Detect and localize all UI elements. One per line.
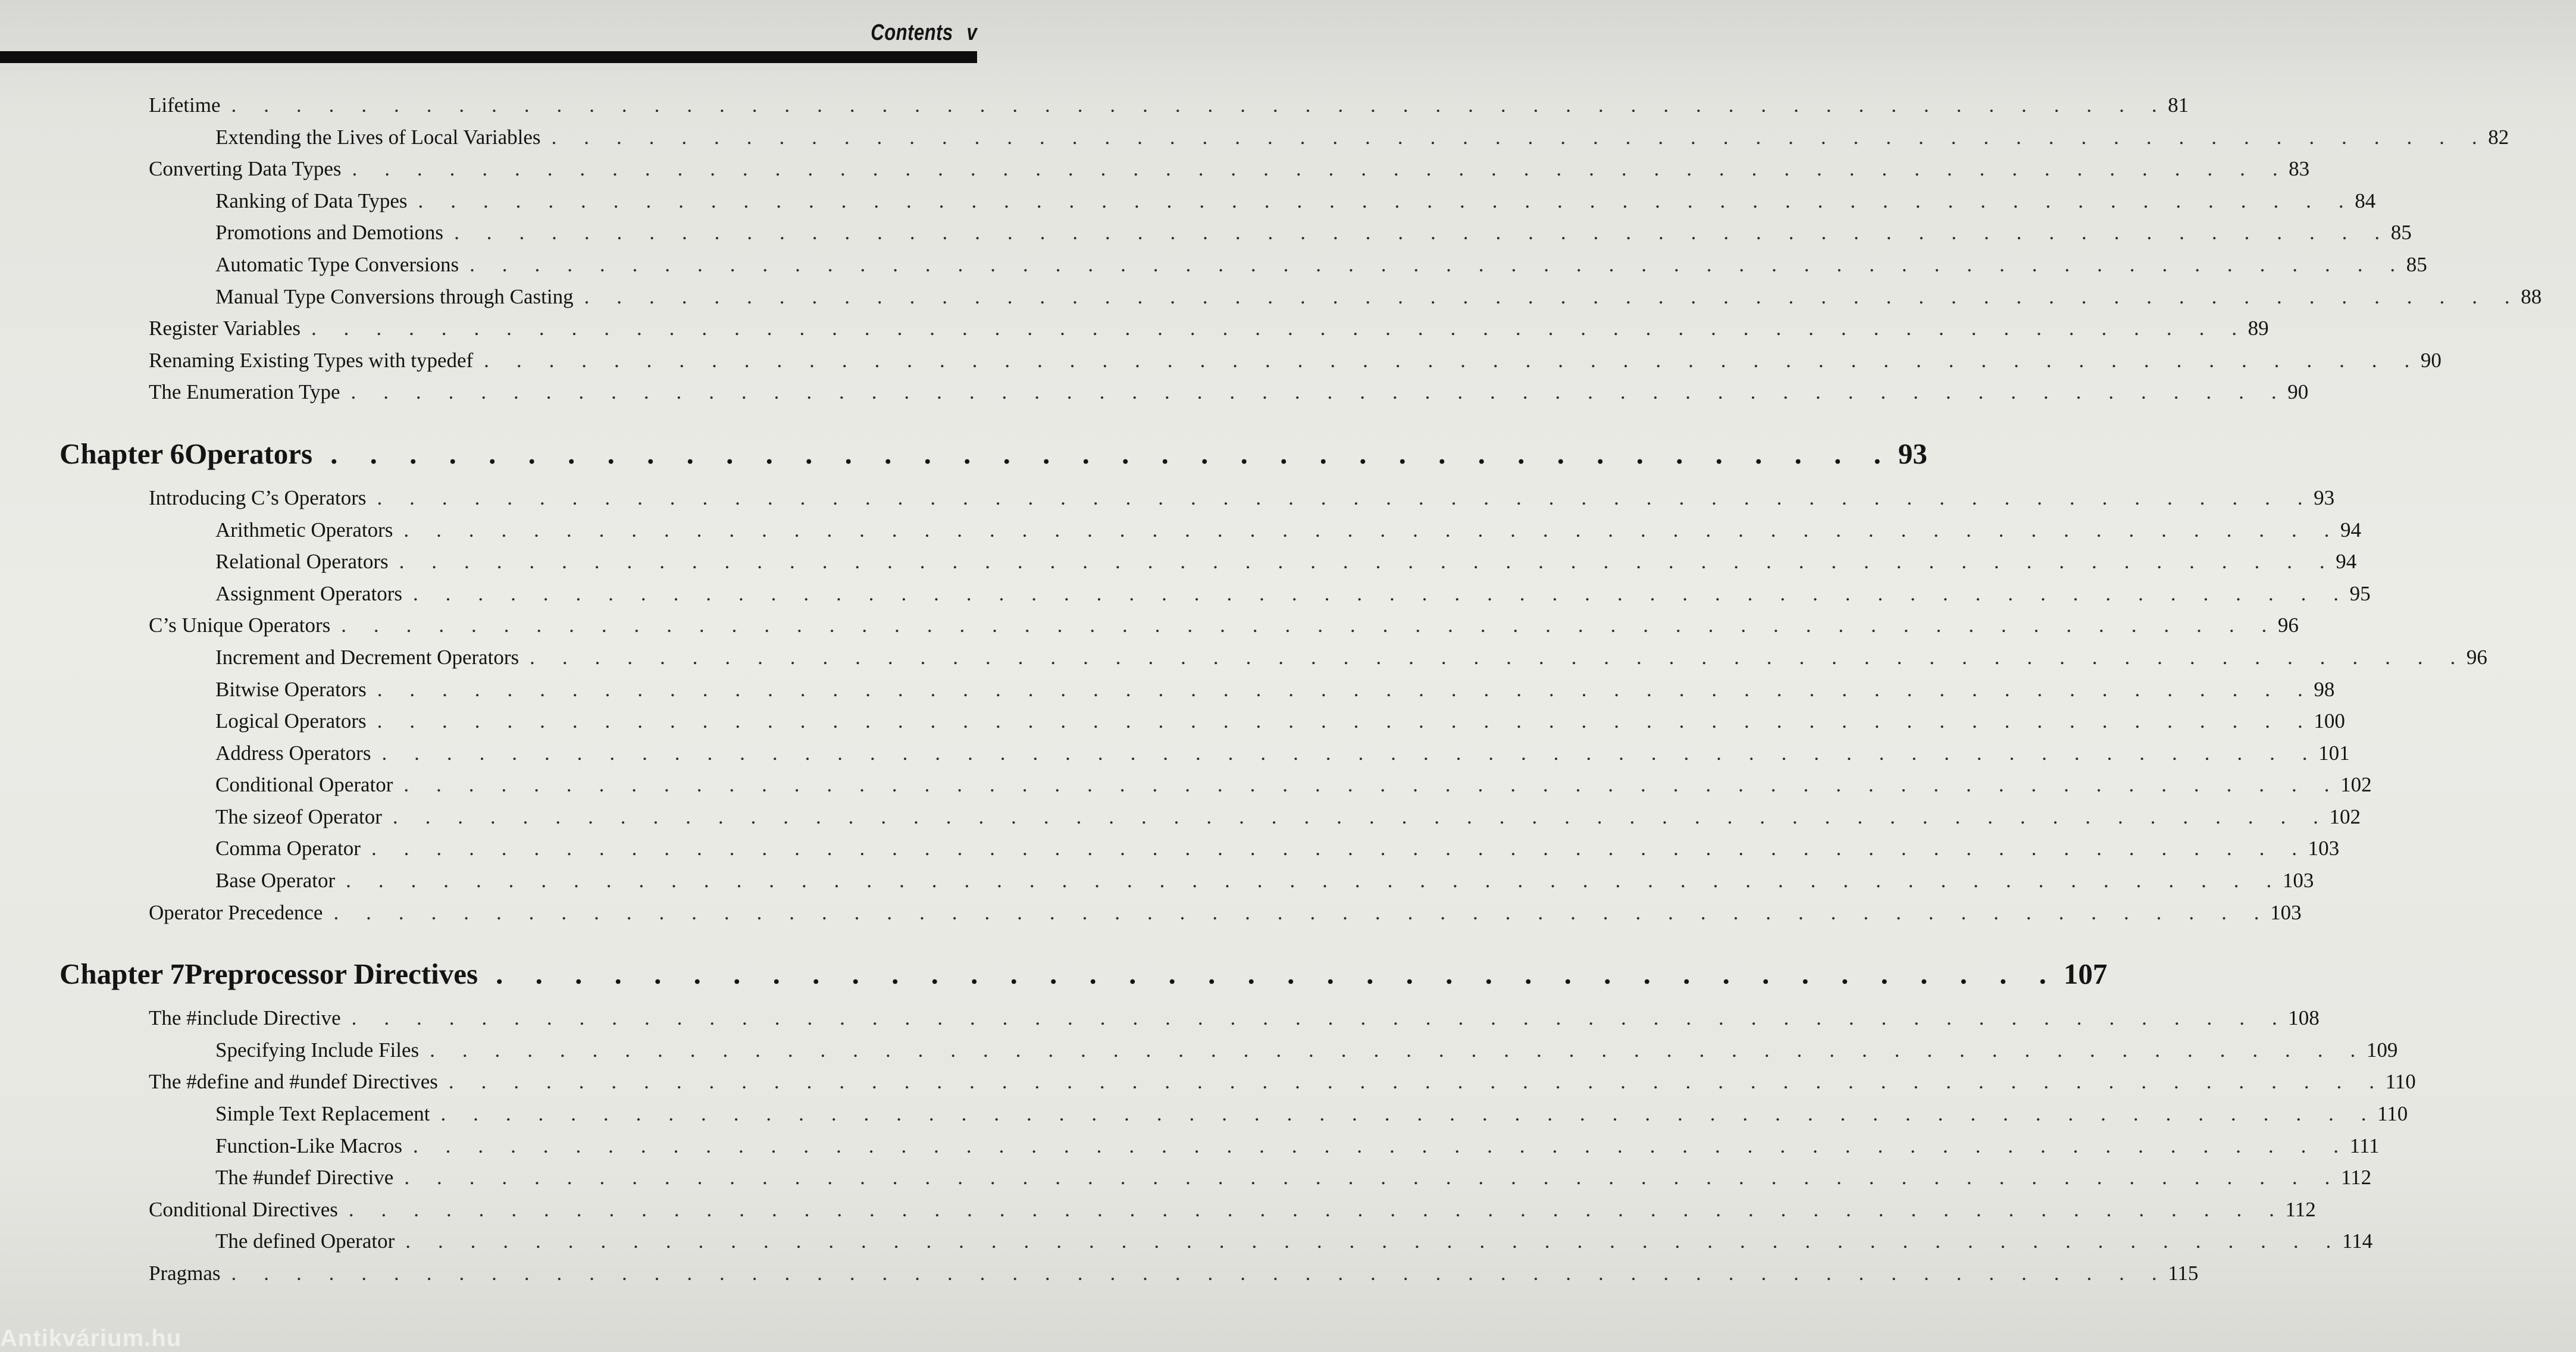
- toc-entry: [60, 185, 2376, 217]
- toc-entry-title: Arithmetic Operators: [215, 518, 393, 542]
- toc-entry: [60, 1257, 2199, 1290]
- toc-entry-title: Automatic Type Conversions: [215, 252, 459, 276]
- toc-entry: [60, 1002, 2320, 1034]
- dot-leader: . . . . . . . . . . . . . . . . . . . . . . . . . . . . . . . . . . . . . . . . . . . . . . . . . . . . . . . . . . . .: [530, 645, 2467, 669]
- dot-leader: . . . . . . . . . . . . . . . . . . . . . . . . . . . . . . . . . . . . . . . . . . . . . . . . . . . . . . . . . . . .: [346, 869, 2283, 893]
- toc-entry: [60, 1162, 2372, 1194]
- toc-entry: [60, 1034, 2398, 1066]
- chapter-page-number: 107: [2063, 957, 2108, 991]
- toc-entry-page-number: 85: [2390, 221, 2412, 245]
- dot-leader: . . . . . . . . . . . . . . . . . . . . . . . . . . . . . . . . . . . . . . . . . . . . . . . . . . . . . . . . . . . .: [484, 348, 2421, 372]
- chapter-title: Operators: [184, 437, 313, 470]
- dot-leader: . . . . . . . . . . . . . . . . . . . . . . . . . . . . . . . . . . . . . . . . . . . . . . . . . . . . . . . . . . . .: [351, 1006, 2289, 1030]
- toc-entry-title: Renaming Existing Types with typedef: [149, 348, 474, 372]
- dot-leader: . . . . . . . . . . . . . . . . . . . . . . . . . . . . . . . . . . . . . . . . . . . . . . . . . . . . . . . . . . . .: [341, 614, 2278, 637]
- toc-entry-title: Relational Operators: [215, 550, 389, 574]
- toc-entry: [60, 345, 2442, 377]
- toc-entry-page-number: 112: [2340, 1166, 2372, 1190]
- dot-leader: . . . . . . . . . . . . . . . . . . . . . . . . . . . . . . . . . . . . . . . . . . . . . . . . . . . . . . . . . . . .: [348, 1197, 2286, 1221]
- dot-leader: . . . . . . . . . . . . . . . . . . . . . . . . . . . . . . . . . . . . . . . . . . . . . . . . . . . . . . . . . . . .: [412, 1134, 2350, 1157]
- toc-entry-page-number: 108: [2288, 1006, 2320, 1030]
- toc-entry-title: Lifetime: [149, 93, 221, 117]
- toc-entry: [60, 1225, 2373, 1257]
- toc-entry-page-number: 115: [2168, 1262, 2199, 1285]
- toc-entry-page-number: 85: [2406, 252, 2427, 276]
- dot-leader: . . . . . . . . . . . . . . . . . . . . . . . . . . . . . . . . . . . . . . . . . . . . . . . . . . . . . . . . . . . .: [469, 252, 2406, 276]
- toc-entry-page-number: 96: [2466, 645, 2487, 669]
- toc-entry-page-number: 90: [2420, 348, 2442, 372]
- dot-leader: . . . . . . . . . . . . . . . . . . . . . . . . . . . . . . . . . . . . . . . . . . . . . . . . . . . . . . . . . . . .: [350, 380, 2288, 404]
- dot-leader: . . . . . . . . . . . . . . . . . . . . . . . . . . . . . . . . . . . . . . . . . . . . . . . . . . . . . . . . . . . .: [412, 581, 2350, 605]
- toc-entry-title: The #undef Directive: [215, 1166, 394, 1190]
- toc-entry-page-number: 89: [2248, 317, 2269, 340]
- toc-entry: [60, 737, 2350, 769]
- dot-leader: . . . . . . . . . . . . . . . . . . . . . . . . . . . . . . . . . . . . . . . . . . . . . . . . . . . . . . . . . . . .: [231, 93, 2168, 117]
- toc-entry-page-number: 112: [2285, 1197, 2316, 1221]
- dot-leader: . . . . . . . . . . . . . . . . . . . . . . . . . . . . . . . . . . . . . . . . . . . . . . . . . . . . . . . . . . . .: [551, 125, 2489, 149]
- toc-entry: [60, 546, 2357, 578]
- toc-entry-title: Ranking of Data Types: [215, 189, 408, 212]
- dot-leader: . . . . . . . . . . . . . . . . . . . . . . . . . . . . . . . . . . . . . . . . . . . . . . . . . . . . . . . . . . . .: [333, 900, 2271, 924]
- toc-entry: [60, 249, 2427, 281]
- toc-entry-title: Promotions and Demotions: [215, 221, 444, 245]
- toc-entry-title: Simple Text Replacement: [215, 1102, 430, 1126]
- dot-leader: . . . . . . . . . . . . . . . . . . . . . . . . . . . . . . . . . . . . . . . . . . . . . . . . . . . . . . . . . . . .: [405, 1229, 2342, 1253]
- running-head: [871, 20, 977, 46]
- toc-entry: [60, 897, 2302, 929]
- header-rule: [0, 51, 977, 63]
- dot-leader: . . . . . . . . . . . . . . . . . . . . . . . . . . . . . . . . . . . . . . . . . . . . . . . . . . . . . . . . . . . .: [392, 805, 2330, 828]
- dot-leader: . . . . . . . . . . . . . . . . . . . . . . . . . . . . . . . . . . . . . . . . . . . . . . . . . . . . . . . . . . . .: [403, 518, 2341, 542]
- toc-entry-page-number: 103: [2308, 837, 2340, 860]
- toc-entry: [60, 641, 2487, 674]
- dot-leader: . . . . . . . . . . . . . . . . . . . . . . . . . . . . . . . . . . . . . . . .: [496, 957, 2059, 991]
- watermark-text: Antikvárium.hu: [0, 1325, 182, 1351]
- toc-entry-title: Base Operator: [215, 869, 336, 893]
- chapter-7-heading: [60, 950, 2108, 999]
- toc-entry-title: Address Operators: [215, 741, 371, 765]
- toc-entry-page-number: 111: [2349, 1134, 2380, 1157]
- dot-leader: . . . . . . . . . . . . . . . . . . . . . . . . . . . . . . . . . . . . . . . . . . . . . . . . . . . . . . . . . . . .: [381, 741, 2319, 765]
- running-head-page-number: v: [966, 20, 977, 45]
- dot-leader: . . . . . . . . . . . . . . . . . . . . . . . . . . . . . . . . . . . . . . . . . . . . . . . . . . . . . . . . . . . .: [371, 837, 2308, 860]
- dot-leader: . . . . . . . . . . . . . . . . . . . . . . . . . . . . . . . . . . . . . . . .: [330, 437, 1893, 470]
- toc-entry-page-number: 100: [2314, 709, 2345, 733]
- toc-entry-title: Function-Like Macros: [215, 1134, 402, 1157]
- toc-entry-page-number: 103: [2282, 869, 2314, 893]
- toc-entry: [60, 514, 2362, 546]
- toc-entry-page-number: 84: [2355, 189, 2376, 212]
- running-head-title: Contents: [870, 20, 953, 45]
- toc-entry-title: Bitwise Operators: [215, 677, 367, 701]
- toc-entry-page-number: 109: [2366, 1038, 2398, 1062]
- dot-leader: . . . . . . . . . . . . . . . . . . . . . . . . . . . . . . . . . . . . . . . . . . . . . . . . . . . . . . . . . . . .: [440, 1102, 2378, 1126]
- dot-leader: . . . . . . . . . . . . . . . . . . . . . . . . . . . . . . . . . . . . . . . . . . . . . . . . . . . . . . . . . . . .: [399, 550, 2336, 574]
- toc-entry-page-number: 81: [2168, 93, 2189, 117]
- toc-entry: [60, 1098, 2408, 1130]
- toc-entry-title: Specifying Include Files: [215, 1038, 420, 1062]
- toc-entry: [60, 865, 2314, 897]
- toc-entry-title: Manual Type Conversions through Casting: [215, 284, 574, 308]
- toc-entry-title: Conditional Operator: [215, 773, 393, 797]
- dot-leader: . . . . . . . . . . . . . . . . . . . . . . . . . . . . . . . . . . . . . . . . . . . . . . . . . . . . . . . . . . . .: [454, 221, 2391, 245]
- toc-entry: [60, 482, 2335, 514]
- dot-leader: . . . . . . . . . . . . . . . . . . . . . . . . . . . . . . . . . . . . . . . . . . . . . . . . . . . . . . . . . . . .: [377, 486, 2314, 509]
- toc-entry-title: Logical Operators: [215, 709, 367, 733]
- toc-entry-title: Pragmas: [149, 1262, 221, 1285]
- toc-entry-title: Assignment Operators: [215, 581, 402, 605]
- toc-entry-title: Register Variables: [149, 317, 301, 340]
- toc-entry-page-number: 114: [2342, 1229, 2373, 1253]
- toc-entry-page-number: 102: [2329, 805, 2361, 828]
- toc-entry: [60, 1130, 2380, 1162]
- toc-entry-title: The #include Directive: [149, 1006, 341, 1030]
- dot-leader: . . . . . . . . . . . . . . . . . . . . . . . . . . . . . . . . . . . . . . . . . . . . . . . . . . . . . . . . . . . .: [231, 1262, 2168, 1285]
- toc-entry: [60, 376, 2309, 408]
- toc-entry-page-number: 90: [2287, 380, 2309, 404]
- toc-entry-title: Introducing C’s Operators: [149, 486, 367, 509]
- toc-entry-page-number: 93: [2314, 486, 2335, 509]
- toc-entry: [60, 833, 2340, 865]
- toc-pre-section: [60, 89, 2542, 408]
- toc-entry-page-number: 110: [2385, 1070, 2416, 1094]
- dot-leader: . . . . . . . . . . . . . . . . . . . . . . . . . . . . . . . . . . . . . . . . . . . . . . . . . . . . . . . . . . . .: [404, 1166, 2341, 1190]
- toc-entry-page-number: 110: [2377, 1102, 2408, 1126]
- toc-entry: [60, 217, 2412, 249]
- toc-entry: [60, 281, 2542, 313]
- table-of-contents: [60, 89, 2542, 1290]
- chapter-label: Chapter 7: [60, 957, 185, 991]
- toc-entry-page-number: 82: [2488, 125, 2509, 149]
- toc-entry-page-number: 83: [2289, 157, 2310, 181]
- toc-entry-title: Extending the Lives of Local Variables: [215, 125, 541, 149]
- toc-entry: [60, 674, 2335, 706]
- dot-leader: . . . . . . . . . . . . . . . . . . . . . . . . . . . . . . . . . . . . . . . . . . . . . . . . . . . . . . . . . . . .: [418, 189, 2355, 212]
- toc-entry: [60, 121, 2509, 154]
- dot-leader: . . . . . . . . . . . . . . . . . . . . . . . . . . . . . . . . . . . . . . . . . . . . . . . . . . . . . . . . . . . .: [430, 1038, 2367, 1062]
- toc-entry-title: Comma Operator: [215, 837, 361, 860]
- chapter-page-number: 93: [1898, 437, 1927, 470]
- toc-entry-title: The #define and #undef Directives: [149, 1070, 438, 1094]
- toc-entry: [60, 609, 2299, 641]
- toc-entry-title: Operator Precedence: [149, 900, 323, 924]
- chapter-6-entries: [60, 482, 2487, 928]
- toc-entry: [60, 1194, 2316, 1226]
- toc-entry-title: The sizeof Operator: [215, 805, 382, 828]
- toc-entry-page-number: 103: [2270, 900, 2302, 924]
- toc-entry: [60, 578, 2371, 610]
- chapter-7-entries: [60, 1002, 2416, 1289]
- toc-entry-page-number: 98: [2314, 677, 2335, 701]
- toc-entry-page-number: 102: [2340, 773, 2372, 797]
- toc-entry-page-number: 88: [2521, 284, 2542, 308]
- toc-entry: [60, 312, 2269, 345]
- toc-entry-title: C’s Unique Operators: [149, 614, 331, 637]
- toc-entry: [60, 769, 2372, 801]
- dot-leader: . . . . . . . . . . . . . . . . . . . . . . . . . . . . . . . . . . . . . . . . . . . . . . . . . . . . . . . . . . . .: [584, 284, 2521, 308]
- toc-entry-page-number: 101: [2318, 741, 2350, 765]
- toc-entry-page-number: 95: [2349, 581, 2371, 605]
- dot-leader: . . . . . . . . . . . . . . . . . . . . . . . . . . . . . . . . . . . . . . . . . . . . . . . . . . . . . . . . . . . .: [352, 157, 2289, 181]
- toc-entry: [60, 89, 2189, 121]
- chapter-6-heading: [60, 430, 1927, 478]
- chapter-title: Preprocessor Directives: [184, 957, 478, 991]
- toc-entry: [60, 153, 2310, 185]
- toc-entry-title: The Enumeration Type: [149, 380, 340, 404]
- chapter-label: Chapter 6: [60, 437, 185, 470]
- dot-leader: . . . . . . . . . . . . . . . . . . . . . . . . . . . . . . . . . . . . . . . . . . . . . . . . . . . . . . . . . . . .: [448, 1070, 2386, 1094]
- toc-entry: [60, 801, 2361, 833]
- dot-leader: . . . . . . . . . . . . . . . . . . . . . . . . . . . . . . . . . . . . . . . . . . . . . . . . . . . . . . . . . . . .: [377, 709, 2314, 733]
- dot-leader: . . . . . . . . . . . . . . . . . . . . . . . . . . . . . . . . . . . . . . . . . . . . . . . . . . . . . . . . . . . .: [311, 317, 2248, 340]
- toc-entry: [60, 705, 2345, 737]
- toc-entry-title: Increment and Decrement Operators: [215, 645, 519, 669]
- toc-entry-title: Conditional Directives: [149, 1197, 338, 1221]
- toc-entry-page-number: 96: [2277, 614, 2299, 637]
- toc-entry: [60, 1066, 2416, 1098]
- toc-entry-page-number: 94: [2336, 550, 2357, 574]
- toc-entry-page-number: 94: [2340, 518, 2362, 542]
- toc-entry-title: The defined Operator: [215, 1229, 395, 1253]
- dot-leader: . . . . . . . . . . . . . . . . . . . . . . . . . . . . . . . . . . . . . . . . . . . . . . . . . . . . . . . . . . . .: [403, 773, 2341, 797]
- dot-leader: . . . . . . . . . . . . . . . . . . . . . . . . . . . . . . . . . . . . . . . . . . . . . . . . . . . . . . . . . . . .: [377, 677, 2314, 701]
- toc-entry-title: Converting Data Types: [149, 157, 342, 181]
